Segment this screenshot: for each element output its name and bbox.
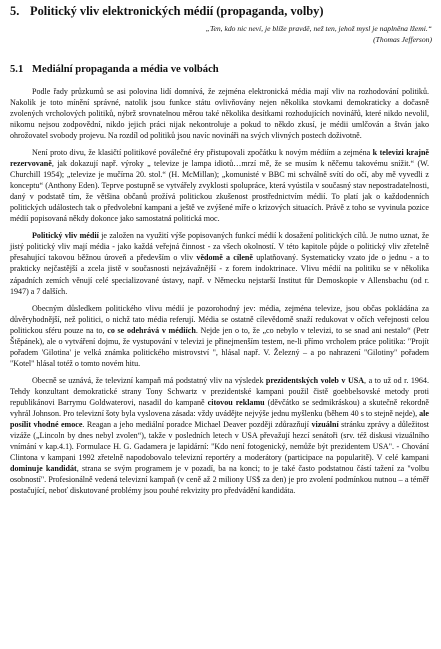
- text-run: stránku zprávy a důležitost vizáže („Lincoln by dnes nebyl zvolen“), takže v posledních letech v USA převažují hezcí senátoři (srv. též diskusi vizuálního vnímání v kap.4.1). Formulace H. G. Gadamera je lapidární: "Kdo není fotogenický, nemůže být prezidentem USA". - Chování Clintona v kampani 1992 zřetelně napodobovalo televizní reportéry a moderátory (participace na popularitě). V celé kampani: [10, 419, 429, 463]
- bold-text-run: vizuální: [311, 419, 339, 429]
- section-heading: [10, 63, 430, 76]
- text-run: . Nejde jen o to, že „co nebylo v televizi, to se snad ani nestalo“ (Petr Štěpánek), ale o vytváření dojmu, že vystupování v televizi je přinejmenším testem, ne-li přímo vrcholem práce politika: "Projít pořadem 'Gilotina' je velká známka politického mistrovství ", hlásal např. V. Železný – a po nahrazení "Gilotiny" pořadem "Kotel" hlásal totéž o tomto novém hitu.: [10, 325, 430, 368]
- text-run: Obecně se uznává, že televizní kampaň má podstatný vliv na výsledek: [32, 375, 266, 385]
- text-run: Není proto divu, že klasičtí politikové poválečné éry přistupovali zpočátku k novým médiím a zejména: [32, 148, 373, 158]
- text-run: (děvčátko se sedmikráskou) a skutečně rekordně vyhrál Johnson. Pro televizní šoty byla vyslovena zásada: vždy uvádějte nejvýše jednu myšlenku (během 40 s to stejně nejde),: [10, 397, 429, 418]
- body-text: [10, 86, 429, 496]
- text-run: , jak dokazují např. výroky „ televize je lampa idiotů…mrzí mě, že se musím k něčemu takovému snížit.“ (W. Churchill 1954); „televize je mučírna 20. stol.“ (H. McMillan); „komunisté v BBC mi schválně svítí do očí, aby mě vyvedli z konceptu“ (Anthony Eden). Teprve postupně se vytvářely zvyklosti spolupráce, která vyústila v současný stav nepostradatelnosti, daný v podstatě tím, že většina občanů prožívá politickou zkušenost prostřednictvím médií. To platí jak o každodenních politických událostech tak o předvolební kampani a ještě ve zvýšené míře o krizových situacích. Právě z toho se vyvinula pozice médií popisovaná někdy dokonce jako samostatná politická moc.: [10, 159, 429, 224]
- epigraph-author: (Thomas Jefferson): [373, 34, 432, 44]
- bold-text-run: k televizi krajně rezervovaně: [10, 148, 430, 169]
- bold-text-run: prezidentských voleb v USA: [265, 375, 365, 385]
- text-run: Podle řady průzkumů se asi polovina lidí domnívá, že zejména elektronická média mají vliv na rozhodování politiků. Nakolik je toto mínění správné, natolik jsou funkce státu ovlivňovány nejen několika stovkami demokraticky a dočasně zvolených vrcholových politiků, nýbrž srovnatelnou měrou také několika desítkami rozhodujících novinářů, které nikdo nevolil, nikomu nejsou zodpovědní, nikdo jejich práci nijak nekontroluje a pokud to někdo zkusí, je médii umlčován a štván jako ohrožovatel svobody projevu. Na rozdíl od politiků jsou navíc novináři na svých vlivných postech doživotně.: [10, 87, 429, 141]
- text-run: je založen na využití výše popisovaných funkcí médií k dosažení politických cílů. Je nutno uznat, že jistý politický vliv mají média - jako každá veřejná činnost - za všech okolností. V této kapitole půjde o politický vliv zřetelně přesahující takovou běžnou úroveň a především o vliv: [10, 231, 429, 263]
- text-run: , a to už od r. 1964. Tehdy konzultant demokratické strany Tony Schwartz v prezidentské kampani použil čistě goebbelsovské metody proti republikánovi Barrymu Goldwaterovi, nasadil do kampaně: [10, 375, 429, 407]
- chapter-heading: [10, 4, 430, 19]
- epigraph-text: „Ten, kdo nic neví, je blíže pravdě, než ten, jehož mysl je naplněna lžemi.“: [205, 24, 432, 33]
- paragraph: [10, 147, 429, 224]
- bold-text-run: citovou reklamu: [207, 397, 265, 407]
- paragraph: [10, 230, 429, 296]
- chapter-title: Politický vliv elektronických médií (propaganda, volby): [30, 4, 324, 18]
- epigraph: [32, 24, 432, 45]
- bold-text-run: ale posílit vhodné emoce: [10, 408, 429, 429]
- chapter-number: 5.: [10, 4, 20, 18]
- text-run: uplatňovaný. Systematicky vzato jde o jednu - a to prakticky nejčastější a zcela jistě v současnosti nejzávažnější - z forem indoktrinace. Vlivu médií na politiku se v několika západních zemích věnují celé specializované ústavy, např. v Německu nejstarší Institut für Demoskopie v Allensbachu (od r. 1947) a 7 dalších.: [10, 253, 429, 296]
- section-title: Mediální propaganda a média ve volbách: [32, 64, 219, 75]
- bold-text-run: co se odehrává v médiích: [107, 325, 196, 335]
- bold-text-run: vědomě a cíleně: [196, 253, 253, 263]
- text-run: , strana se svým programem je v pozadí, ba na konci; to je také často podstatnou částí tažení za "volbu osobností". Profesionálně vedená televizní kampaň (v ceně až 2 miliony US$ za den) je pro zvolení podmínkou nutnou – a téměř postačující, neboť diskutované problémy jsou pouhé rekvizity pro předvádění kandidáta.: [10, 464, 430, 496]
- text-run: Obecným důsledkem politického vlivu médií je pozorohodný jev: média, zejména televize, jsou občas pokládána za důvěryhodnější, než politici, o nichž tato média referují. Média se ostatně cílevědomě snaží redukovat v očích veřejnosti celou politickou sféru pouze na to,: [10, 303, 429, 335]
- bold-text-run: dominuje kandidát: [10, 464, 77, 474]
- section-number: 5.1: [10, 64, 24, 75]
- bold-text-run: Politický vliv médií: [32, 231, 99, 241]
- paragraph: [10, 375, 429, 497]
- paragraph: [10, 303, 429, 369]
- text-run: . Reagan a jeho mediální poradce Michael Deaver později zdůrazňují: [82, 419, 312, 429]
- paragraph: [10, 86, 429, 141]
